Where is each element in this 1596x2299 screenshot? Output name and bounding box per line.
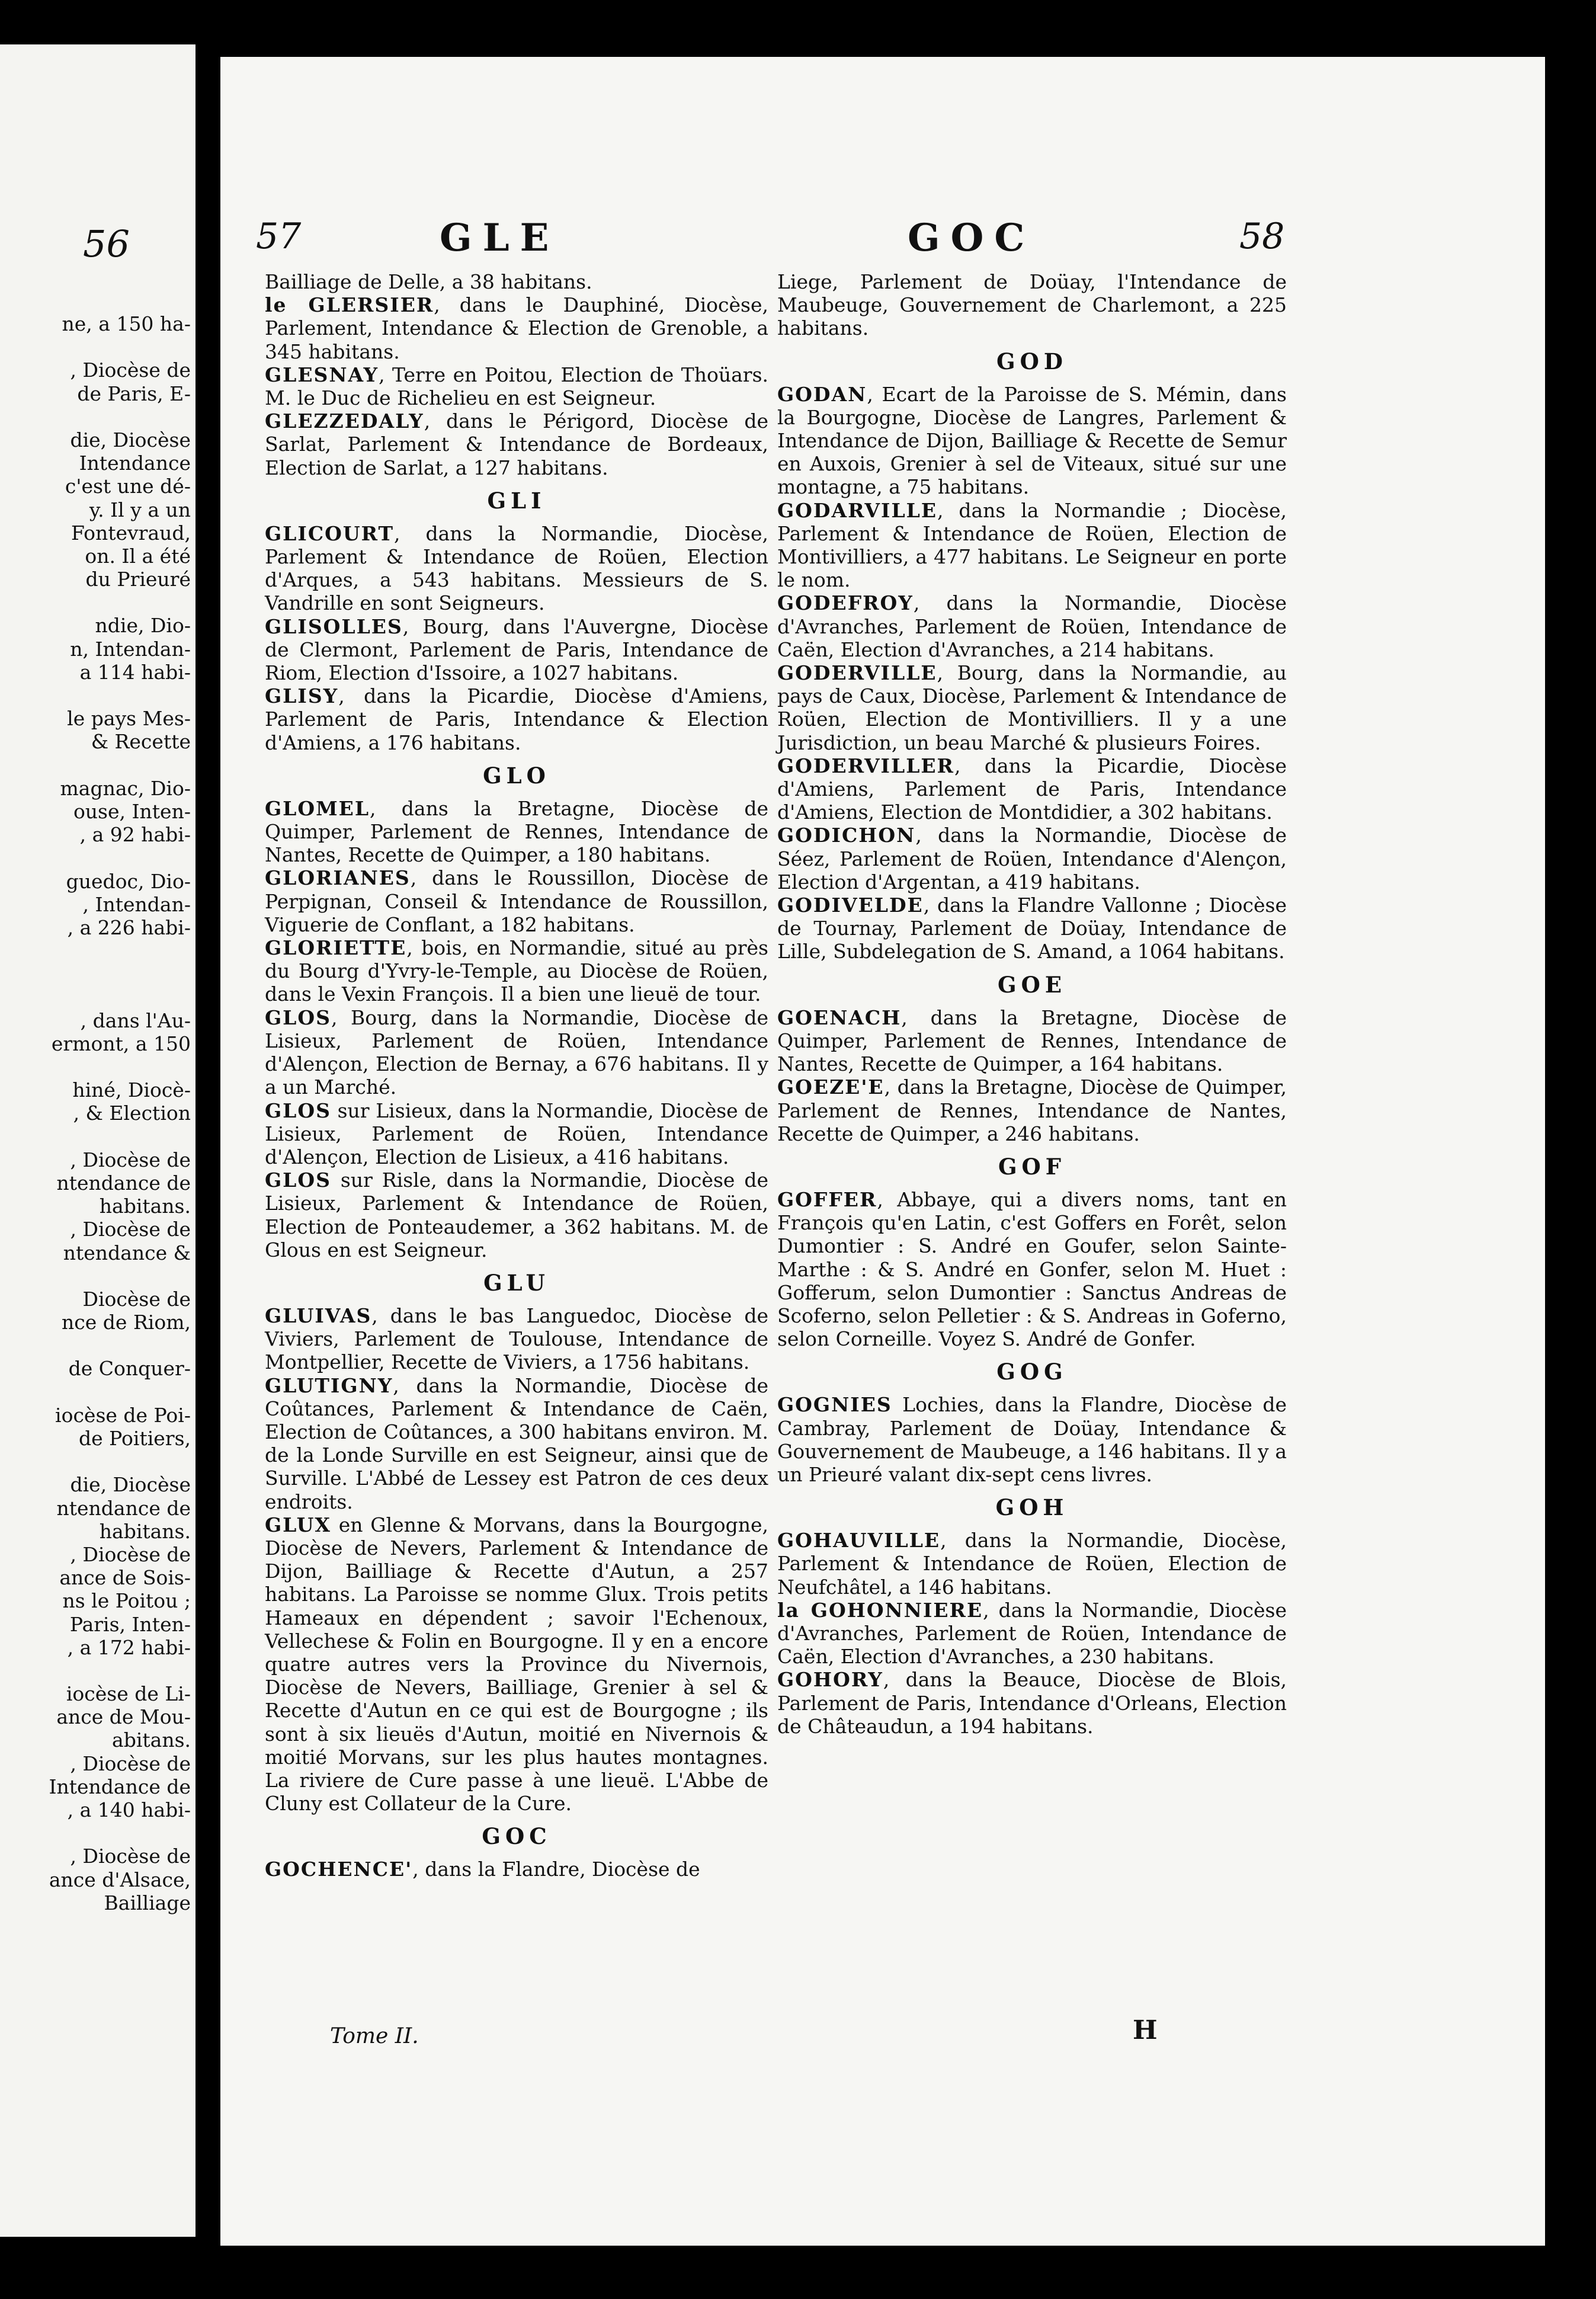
right-page [220,57,1545,2246]
left-page-line: ance de Mou- [56,1705,191,1729]
gazetteer-entry [777,824,1287,894]
left-page-line: habitans. [99,1195,191,1218]
page-number-left: 57 [256,216,302,257]
gazetteer-entry [777,1075,1287,1145]
entry-text: , bois, en Normandie, situé au près du Bourg d'Yvry-le-Temple, au Diocèse de Roüen, dans le Vexin François. Il a bien une lieuë de tour. [265,936,768,1006]
entry-headword: GOEZE'E [777,1075,884,1099]
entry-headword: GLESNAY [265,363,379,386]
left-page-line: , a 172 habi- [67,1635,191,1659]
gazetteer-entry [777,661,1287,754]
left-page-line: , Diocèse de [70,1542,191,1566]
left-page-line: le pays Mes- [67,707,191,731]
left-page-line: magnac, Dio- [60,776,191,800]
entry-headword: GODICHON [777,824,916,847]
left-page-line: die, Diocèse [70,1473,191,1497]
entry-text: , dans la Bretagne, Diocèse de Quimper, Parlement de Rennes, Intendance de Nantes, Recette de Quimper, a 164 habitans. [777,1006,1287,1076]
left-page-line: , Diocèse de [70,1752,191,1775]
left-page-line: a 114 habi- [79,660,191,684]
entry-headword: GODERVILLER [777,754,954,777]
gazetteer-entry [265,1006,768,1099]
left-page-line: , a 226 habi- [67,915,191,939]
entry-headword: GLOMEL [265,796,370,820]
left-page-line: , Diocèse de [70,358,191,382]
left-page-line: ermont, a 150 [51,1032,191,1055]
left-page-line: ance d'Alsace, [49,1868,191,1891]
signature-mark: H [1133,2015,1158,2045]
entry-headword: GOHAUVILLE [777,1529,941,1552]
left-page-line: de Conquer- [68,1357,191,1381]
entry-text: , dans la Normandie, Diocèse d'Avranches, Parlement de Roüen, Intendance de Caën, Election d'Avranches, a 214 habitans. [777,591,1287,661]
gazetteer-entry [265,293,768,363]
left-page-line: , a 92 habi- [79,823,191,847]
section-heading: GOH [995,1494,1069,1521]
entry-text: , dans la Normandie ; Diocèse, Parlement & Intendance de Roüen, Election de Montivilliers, a 477 habitans. Le Seigneur en porte le nom. [777,498,1287,592]
section-heading: GLI [487,487,546,514]
left-page-line: ouse, Inten- [73,799,191,823]
gazetteer-entry [777,591,1287,661]
running-head-right: GOC [908,216,1036,260]
entry-headword: GLUIVAS [265,1304,372,1327]
left-page-number: 56 [83,222,130,265]
entry-text: , dans la Normandie, Diocèse, Parlement & Intendance de Roüen, Election d'Arques, a 543 habitans. Messieurs de S. Vandrille en sont Seigneurs. [265,521,768,615]
left-page-line: Paris, Inten- [69,1612,191,1636]
entry-text: , dans la Normandie, Diocèse de Coûtances, Parlement & Intendance de Caën, Election de Coûtances, a 300 habitans environ. M. de la Londe Surville en est Seigneur, ainsi que de Surville. L'Abbé de Lessey est Patron de ces deux endroits. [265,1373,768,1513]
left-page-line: c'est une dé- [65,475,191,498]
left-page-line: Fontevraud, [71,521,191,545]
entry-text: , dans la Flandre Vallonne ; Diocèse de Tournay, Parlement de Doüay, Intendance de Lille, Subdelegation de S. Amand, a 1064 habitans. [777,894,1287,963]
entry-text: , Terre en Poitou, Election de Thoüars. M. le Duc de Richelieu en est Seigneur. [265,363,768,410]
left-page-line [0,1381,196,1404]
left-page-line: , Intendan- [82,892,191,916]
entry-text: , dans la Normandie, Diocèse de Séez, Parlement de Roüen, Intendance d'Alençon, Election d'Argentan, a 419 habitans. [777,824,1287,894]
left-page-line [0,1659,196,1682]
entry-headword: le GLERSIER [265,293,434,317]
gazetteer-entry [777,1393,1287,1486]
entry-headword: GODARVILLE [777,498,937,522]
entry-text: sur Risle, dans la Normandie, Diocèse de Lisieux, Parlement & Intendance de Roüen, Election de Ponteaudemer, a 362 habitans. M. de Glous en est Seigneur. [265,1168,768,1261]
entry-headword: GOFFER [777,1187,877,1211]
left-page-line: guedoc, Dio- [66,869,191,893]
gazetteer-entry [265,797,768,867]
right-column [777,270,1287,1738]
left-page-line: , Diocèse de [70,1148,191,1171]
section-heading: GLU [483,1269,550,1296]
left-page-line [0,1821,196,1845]
gazetteer-entry [265,866,768,936]
left-page-line: Diocèse de [82,1287,191,1311]
left-page-line [0,1055,196,1078]
entry-text: , dans la Normandie, Diocèse d'Avranches, Parlement de Roüen, Intendance de Caën, Election d'Avranches, a 230 habitans. [777,1598,1287,1669]
left-page-line [0,405,196,428]
left-page-line [0,1264,196,1288]
entry-text: , Bourg, dans la Normandie, Diocèse de Lisieux, Parlement de Roüen, Intendance d'Alençon, Election de Bernay, a 676 habitans. Il y a un Marché. [265,1006,768,1099]
left-page-line: , dans l'Au- [80,1008,191,1032]
entry-text: Lochies, dans la Flandre, Diocèse de Cambray, Parlement de Doüay, Intendance & Gouvernement de Maubeuge, a 146 habitans. Il y a un Prieuré valant dix-sept cens livres. [777,1393,1287,1486]
entry-text: Bailliage de Delle, a 38 habitans. [265,270,592,293]
left-column [265,270,768,1881]
entry-text: , Ecart de la Paroisse de S. Mémin, dans la Bourgogne, Diocèse de Langres, Parlement & Intendance de Dijon, Bailliage & Recette de Semur en Auxois, Grenier à sel de Viteaux, situé sur une montagne, a 75 habitans. [777,382,1287,499]
entry-text: , dans le Roussillon, Diocèse de Perpignan, Conseil & Intendance de Roussillon, Viguerie de Conflant, a 182 habitans. [265,866,768,936]
gazetteer-entry [265,1513,768,1815]
section-heading: GOG [996,1359,1068,1385]
gazetteer-entry [777,1668,1287,1738]
entry-text: sur Lisieux, dans la Normandie, Diocèse de Lisieux, Parlement de Roüen, Intendance d'Alençon, Election de Lisieux, a 416 habitans. [265,1099,768,1168]
gazetteer-entry [777,270,1287,340]
left-page-line: de Poitiers, [79,1427,191,1450]
gazetteer-entry [777,1599,1287,1669]
gazetteer-entry [265,409,768,479]
left-page-line: iocèse de Li- [66,1682,191,1706]
left-page-line: ntendance de [56,1496,191,1520]
left-page-line: , Diocèse de [70,1218,191,1241]
entry-headword: GLISOLLES [265,614,403,638]
left-page-line [0,939,196,962]
section-heading: GOD [996,348,1068,374]
entry-headword: GLICOURT [265,521,395,545]
entry-headword: GOHORY [777,1668,883,1692]
left-page-line: on. Il a été [85,544,191,568]
left-page-line: ns le Poitou ; [62,1589,191,1613]
gazetteer-entry [265,1858,768,1881]
left-page-line: habitans. [99,1519,191,1543]
entry-headword: la GOHONNIERE [777,1598,983,1622]
entry-headword: GLORIANES [265,866,411,890]
entry-headword: GOENACH [777,1006,902,1029]
left-page-line: ndie, Dio- [95,614,191,638]
left-page-line [0,1125,196,1148]
running-head-left: GLE [440,216,560,260]
volume-footer: Tome II. [330,2024,419,2048]
left-page-line [0,985,196,1008]
entry-text: , dans le Dauphiné, Diocèse, Parlement, Intendance & Election de Grenoble, a 345 habitans. [265,293,768,363]
gazetteer-entry [265,615,768,685]
entry-text: , Bourg, dans la Normandie, au pays de Caux, Diocèse, Parlement & Intendance de Roüen, Election de Montivilliers. Il y a une Jurisdiction, un beau Marché & plusieurs Foires. [777,661,1287,754]
left-page-line: du Prieuré [85,568,191,591]
entry-headword: GODAN [777,382,867,406]
gazetteer-entry [265,1168,768,1261]
entry-text: , dans le bas Languedoc, Diocèse de Viviers, Parlement de Toulouse, Intendance de Montpellier, Recette de Viviers, a 1756 habitans. [265,1304,768,1374]
section-heading: GOF [998,1153,1066,1180]
left-page-line [0,846,196,869]
left-page-line: n, Intendan- [70,637,191,661]
left-page-line: Bailliage [104,1891,191,1914]
left-page-line [0,335,196,358]
left-page-line: ance de Sois- [59,1566,191,1590]
left-page-line: , & Election [73,1102,191,1125]
left-page-line: y. Il y a un [89,498,191,521]
entry-text: , dans le Périgord, Diocèse de Sarlat, Parlement & Intendance de Bordeaux, Election de Sarlat, a 127 habitans. [265,409,768,479]
left-page-line: , a 140 habi- [67,1798,191,1821]
entry-text: Liege, Parlement de Doüay, l'Intendance de Maubeuge, Gouvernement de Charlemont, a 225 habitans. [777,270,1287,340]
section-heading: GLO [483,762,550,789]
section-heading: GOC [482,1823,552,1850]
gazetteer-entry [777,499,1287,592]
entry-headword: GLOS [265,1006,331,1029]
entry-headword: GOGNIES [777,1393,892,1417]
entry-headword: GLISY [265,684,339,708]
left-page-fragment [0,44,196,2237]
entry-text: , dans la Normandie, Diocèse, Parlement & Intendance de Roüen, Election de Neufchâtel, a 146 habitans. [777,1529,1287,1599]
gazetteer-entry [777,754,1287,824]
entry-headword: GLOS [265,1099,331,1122]
entry-headword: GLUTIGNY [265,1373,393,1397]
gazetteer-entry [265,363,768,409]
gazetteer-entry [777,1529,1287,1599]
gazetteer-entry [265,270,768,293]
left-page-line [0,1334,196,1357]
left-page-line: nce de Riom, [62,1311,191,1334]
entry-text: , dans la Flandre, Diocèse de [412,1858,700,1881]
left-page-line: ntendance & [63,1241,191,1264]
left-page-line: hiné, Diocè- [72,1078,191,1102]
gazetteer-entry [777,383,1287,499]
entry-headword: GODEFROY [777,591,914,615]
entry-text: , dans la Bretagne, Diocèse de Quimper, Parlement de Rennes, Intendance de Nantes, Recette de Quimper, a 246 habitans. [777,1075,1287,1145]
entry-text: , Abbaye, qui a divers noms, tant en François qu'en Latin, c'est Goffers en Forêt, selon Dumontier : S. André en Goufer, selon Sainte-Marthe : & S. André en Gonfer, selon M. Huet : Gofferum, selon Dumontier : Sanctus Andreas de Scoferno, selon Pelletier : & S. Andreas in Goferno, selon Corneille. Voyez S. André de Gonfer. [777,1187,1287,1351]
gazetteer-entry [777,894,1287,963]
entry-headword: GLEZZEDALY [265,409,424,433]
left-page-line: ne, a 150 ha- [62,312,191,335]
left-page-line: die, Diocèse [70,428,191,452]
section-heading: GOE [997,971,1067,998]
left-page-line: Intendance de [49,1775,191,1798]
entry-text: , Bourg, dans l'Auvergne, Diocèse de Clermont, Parlement de Paris, Intendance de Riom, Election d'Issoire, a 1027 habitans. [265,614,768,685]
left-page-line: abitans. [112,1728,191,1752]
page-number-right: 58 [1239,216,1285,257]
gazetteer-entry [777,1006,1287,1076]
entry-text: , dans la Picardie, Diocèse d'Amiens, Parlement de Paris, Intendance d'Amiens, Election de Montdidier, a 302 habitans. [777,754,1287,824]
left-page-line: , Diocèse de [70,1845,191,1868]
left-page-line: Intendance [79,452,191,475]
gazetteer-entry [265,522,768,615]
left-page-line [0,754,196,777]
gazetteer-entry [777,1188,1287,1350]
left-page-line [0,684,196,707]
left-page-line: de Paris, E- [77,382,191,405]
entry-headword: GOCHENCE' [265,1858,413,1881]
left-page-lines [0,312,196,1914]
left-page-line: ntendance de [56,1171,191,1195]
gazetteer-entry [265,936,768,1006]
entry-text: en Glenne & Morvans, dans la Bourgogne, Diocèse de Nevers, Parlement & Intendance de Dijon, Bailliage & Recette d'Autun, a 257 habitans. La Paroisse se nomme Glux. Trois petits Hameaux en dépendent ; savoir l'Echenoux, Vellechese & Folin en Bourgogne. Il y en a encore quatre autres vers la Province du Nivernois, Diocèse de Nevers, Bailliage, Grenier à sel & Recette d'Autun en ce qui est de Bourgogne ; ils sont à six lieuës d'Autun, moitié en Nivernois & moitié Morvans, sur les plus hautes montagnes. La riviere de Cure passe à une lieuë. L'Abbe de Cluny est Collateur de la Cure. [265,1513,768,1815]
gazetteer-entry [265,1099,768,1169]
left-page-line [0,1450,196,1473]
gazetteer-entry [265,1374,768,1513]
left-page-line [0,962,196,985]
gazetteer-entry [265,1304,768,1374]
entry-headword: GLORIETTE [265,936,407,960]
entry-headword: GODIVELDE [777,894,924,917]
gazetteer-entry [265,684,768,754]
left-page-line: iocèse de Poi- [55,1403,191,1427]
left-page-line [0,591,196,614]
entry-text: , dans la Beauce, Diocèse de Blois, Parlement de Paris, Intendance d'Orleans, Election de Châteaudun, a 194 habitans. [777,1668,1287,1738]
entry-text: , dans la Bretagne, Diocèse de Quimper, Parlement de Rennes, Intendance de Nantes, Recette de Quimper, a 180 habitans. [265,796,768,867]
entry-headword: GLOS [265,1168,331,1192]
entry-text: , dans la Picardie, Diocèse d'Amiens, Parlement de Paris, Intendance & Election d'Amiens, a 176 habitans. [265,684,768,754]
entry-headword: GODERVILLE [777,661,937,685]
entry-headword: GLUX [265,1513,331,1536]
left-page-line: & Recette [91,730,191,754]
